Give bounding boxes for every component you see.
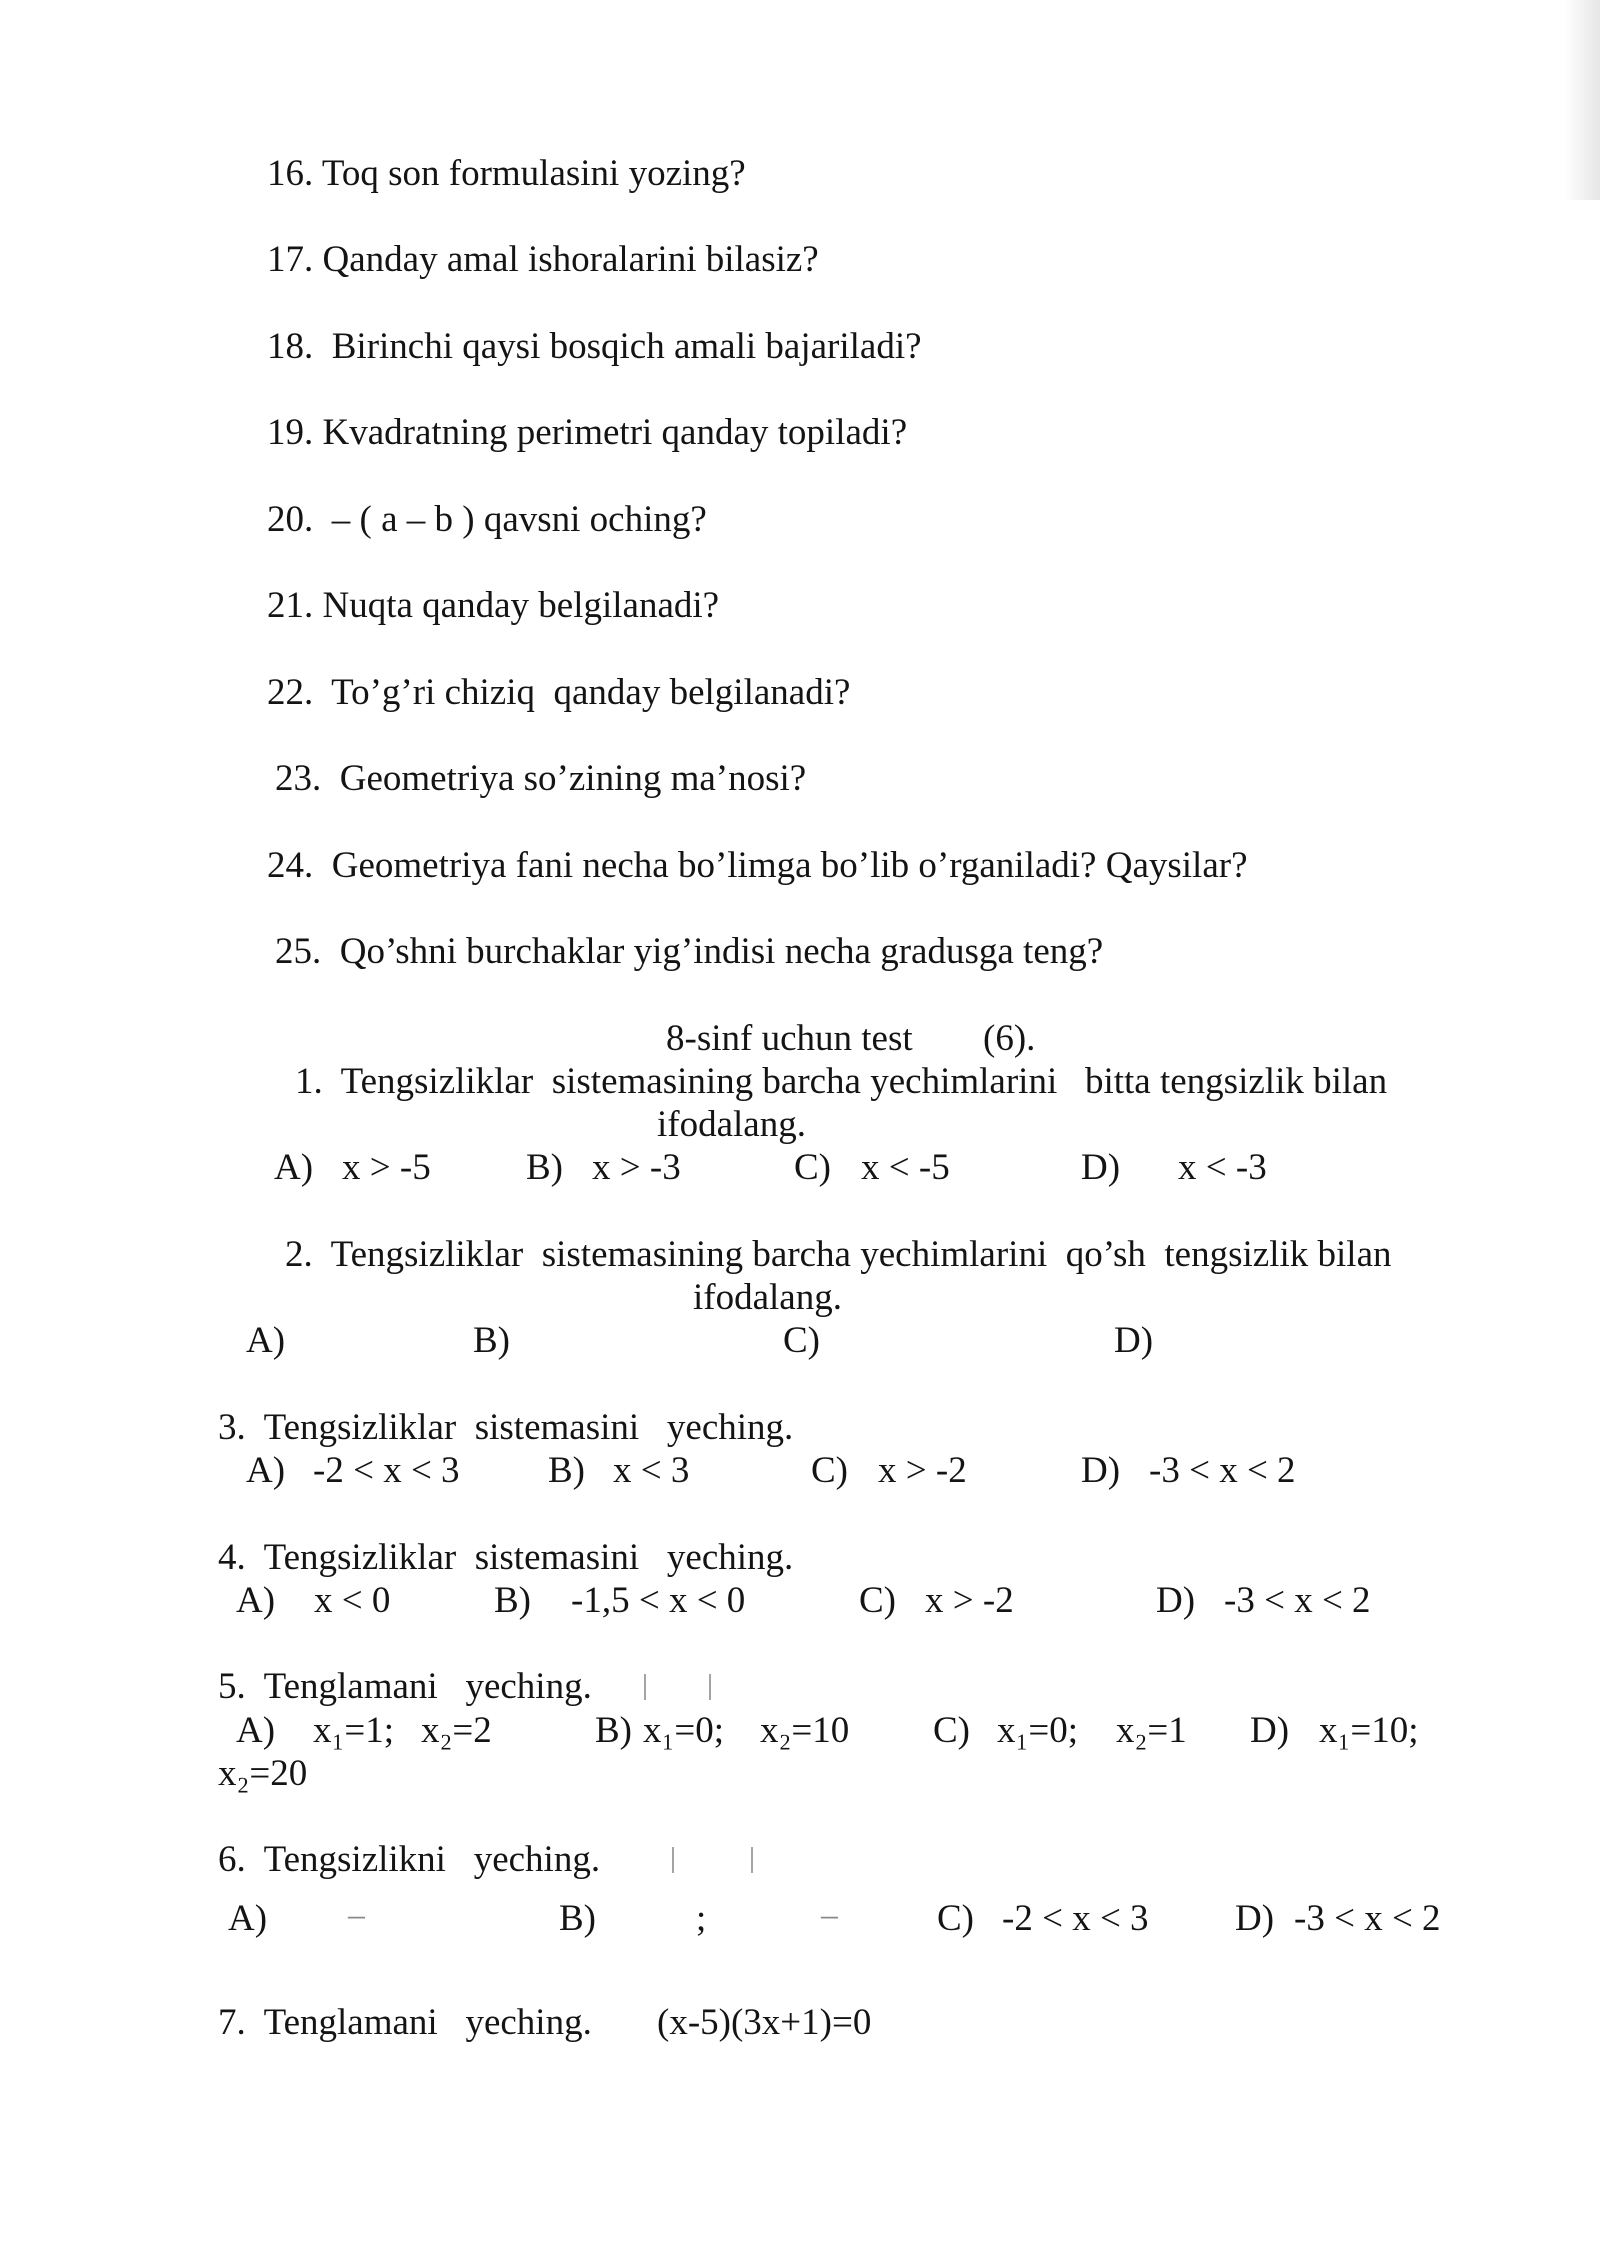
option-label: B)	[595, 1710, 632, 1751]
option-value: x < -5	[861, 1147, 950, 1188]
test-question-2: 2. Tengsizliklar sistemasining barcha yechimlarini qo’sh tengsizlik bilan	[285, 1234, 1392, 1275]
option-root-1: x₁=0;	[643, 1710, 725, 1751]
option-root-1: x₁=0;	[997, 1710, 1079, 1751]
absolute-value-bar	[751, 1847, 753, 1873]
option-fragment: ;	[696, 1898, 707, 1939]
test-question-2-continuation: ifodalang.	[693, 1277, 842, 1318]
option-fragment: −	[819, 1898, 840, 1939]
option-label: A)	[236, 1710, 276, 1751]
option-value: x < 0	[314, 1580, 391, 1621]
option-label: D)	[1081, 1450, 1121, 1491]
option-label: D)	[1250, 1710, 1290, 1751]
option-label: A)	[246, 1450, 286, 1491]
test-title: 8-sinf uchun test	[666, 1018, 913, 1059]
option-value: x > -5	[342, 1147, 431, 1188]
option-root-1: x₁=1;	[313, 1710, 395, 1751]
question-16: 16. Toq son formulasini yozing?	[267, 153, 746, 194]
option-value: -2 < x < 3	[313, 1450, 460, 1491]
test-question-3: 3. Tengsizliklar sistemasini yeching.	[218, 1407, 794, 1448]
test-question-1-continuation: ifodalang.	[657, 1104, 806, 1145]
option-label: D)	[1114, 1320, 1154, 1361]
option-label: A)	[274, 1147, 314, 1188]
test-number: (6).	[983, 1018, 1036, 1059]
option-label: C)	[783, 1320, 820, 1361]
test-question-4: 4. Tengsizliklar sistemasini yeching.	[218, 1537, 794, 1578]
question-21: 21. Nuqta qanday belgilanadi?	[267, 585, 720, 626]
option-label: B)	[548, 1450, 585, 1491]
option-value: x > -2	[925, 1580, 1014, 1621]
test-question-1: 1. Tengsizliklar sistemasining barcha yechimlarini bitta tengsizlik bilan	[295, 1061, 1388, 1102]
option-value: -3 < x < 2	[1224, 1580, 1371, 1621]
question-17: 17. Qanday amal ishoralarini bilasiz?	[267, 239, 819, 280]
option-label: B)	[526, 1147, 563, 1188]
question-22: 22. To’g’ri chiziq qanday belgilanadi?	[267, 672, 851, 713]
absolute-value-bar	[672, 1847, 674, 1873]
option-value: x > -3	[592, 1147, 681, 1188]
question-20: 20. – ( a – b ) qavsni oching?	[267, 499, 707, 540]
test-question-7: 7. Tenglamani yeching.	[218, 2002, 592, 2043]
option-label: C)	[859, 1580, 896, 1621]
option-value: x > -2	[878, 1450, 967, 1491]
option-value: x < -3	[1178, 1147, 1267, 1188]
option-label: C)	[811, 1450, 848, 1491]
option-label: A)	[236, 1580, 276, 1621]
question-18: 18. Birinchi qaysi bosqich amali bajariladi?	[267, 326, 922, 367]
option-root-2: x₂=20	[218, 1753, 308, 1794]
option-root-1: x₁=10;	[1319, 1710, 1419, 1751]
option-value: -1,5 < x < 0	[571, 1580, 746, 1621]
option-label: C)	[794, 1147, 831, 1188]
option-value: -3 < x < 2	[1294, 1898, 1441, 1939]
question-25: 25. Qo’shni burchaklar yig’indisi necha gradusga teng?	[275, 931, 1104, 972]
question-19: 19. Kvadratning perimetri qanday topiladi?	[267, 412, 908, 453]
question-23: 23. Geometriya so’zining ma’nosi?	[275, 758, 807, 799]
option-label: B)	[559, 1898, 596, 1939]
question-24: 24. Geometriya fani necha bo’limga bo’lib o’rganiladi? Qaysilar?	[267, 845, 1248, 886]
option-value: -2 < x < 3	[1002, 1898, 1149, 1939]
option-label: D)	[1156, 1580, 1196, 1621]
option-label: B)	[494, 1580, 531, 1621]
equation: (x-5)(3x+1)=0	[657, 2002, 872, 2043]
option-label: B)	[473, 1320, 510, 1361]
option-label: C)	[933, 1710, 970, 1751]
page-edge-shadow	[1564, 0, 1600, 200]
option-value: -3 < x < 2	[1149, 1450, 1296, 1491]
option-root-2: x₂=10	[760, 1710, 850, 1751]
option-label: A)	[246, 1320, 286, 1361]
absolute-value-bar	[709, 1674, 711, 1700]
option-value: x < 3	[613, 1450, 690, 1491]
option-fragment: −	[346, 1898, 367, 1939]
option-root-2: x₂=2	[421, 1710, 492, 1751]
test-question-5: 5. Tenglamani yeching.	[218, 1666, 592, 1707]
option-label: A)	[228, 1898, 268, 1939]
option-label: D)	[1235, 1898, 1275, 1939]
option-label: D)	[1081, 1147, 1121, 1188]
option-label: C)	[937, 1898, 974, 1939]
option-root-2: x₂=1	[1116, 1710, 1187, 1751]
absolute-value-bar	[644, 1674, 646, 1700]
test-question-6: 6. Tengsizlikni yeching.	[218, 1839, 601, 1880]
